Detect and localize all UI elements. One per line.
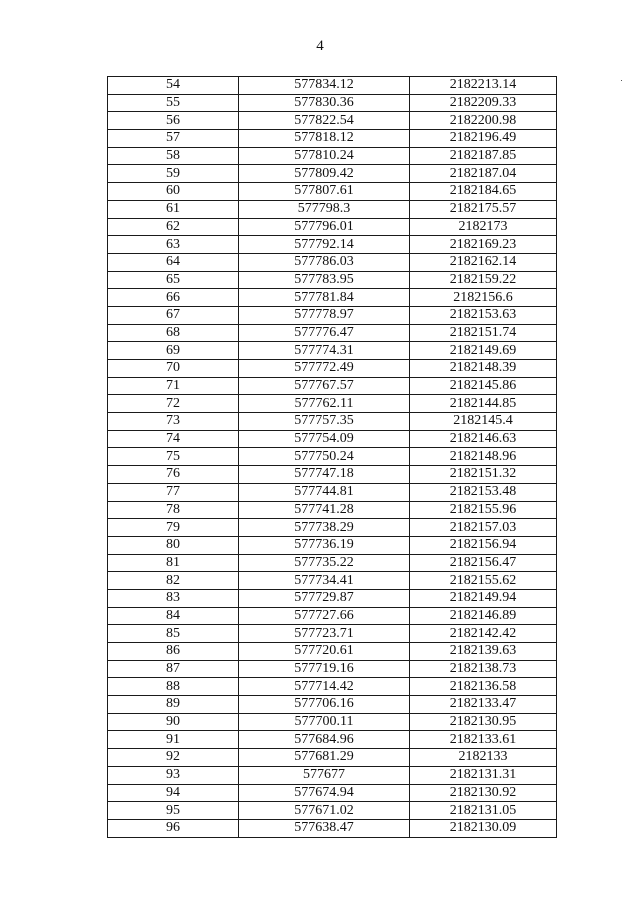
y-coordinate-cell: 2182159.22	[410, 271, 557, 289]
y-coordinate-cell: 2182162.14	[410, 253, 557, 271]
table-row	[108, 200, 557, 218]
y-coordinate-cell: 2182153.63	[410, 306, 557, 324]
x-coordinate-cell: 577830.36	[239, 94, 410, 112]
table-row	[108, 643, 557, 661]
y-coordinate-cell: 2182139.63	[410, 643, 557, 661]
y-coordinate-cell: 2182131.31	[410, 766, 557, 784]
x-coordinate-cell: 577729.87	[239, 589, 410, 607]
point-number-cell: 79	[108, 519, 239, 537]
table-row	[108, 625, 557, 643]
table-row	[108, 271, 557, 289]
x-coordinate-cell: 577734.41	[239, 572, 410, 590]
point-number-cell: 64	[108, 253, 239, 271]
x-coordinate-cell: 577776.47	[239, 324, 410, 342]
x-coordinate-cell: 577757.35	[239, 413, 410, 431]
y-coordinate-cell: 2182145.86	[410, 377, 557, 395]
x-coordinate-cell: 577798.3	[239, 200, 410, 218]
point-number-cell: 76	[108, 466, 239, 484]
y-coordinate-cell: 2182173	[410, 218, 557, 236]
y-coordinate-cell: 2182149.94	[410, 589, 557, 607]
point-number-cell: 63	[108, 236, 239, 254]
table-row	[108, 607, 557, 625]
point-number-cell: 91	[108, 731, 239, 749]
point-number-cell: 66	[108, 289, 239, 307]
table-row	[108, 696, 557, 714]
y-coordinate-cell: 2182146.89	[410, 607, 557, 625]
point-number-cell: 77	[108, 483, 239, 501]
table-row	[108, 306, 557, 324]
point-number-cell: 94	[108, 784, 239, 802]
y-coordinate-cell: 2182133.61	[410, 731, 557, 749]
y-coordinate-cell: 2182148.96	[410, 448, 557, 466]
point-number-cell: 95	[108, 802, 239, 820]
y-coordinate-cell: 2182175.57	[410, 200, 557, 218]
x-coordinate-cell: 577781.84	[239, 289, 410, 307]
x-coordinate-cell: 577681.29	[239, 749, 410, 767]
table-row	[108, 253, 557, 271]
point-number-cell: 71	[108, 377, 239, 395]
y-coordinate-cell: 2182169.23	[410, 236, 557, 254]
point-number-cell: 85	[108, 625, 239, 643]
x-coordinate-cell: 577671.02	[239, 802, 410, 820]
table-row	[108, 236, 557, 254]
y-coordinate-cell: 2182138.73	[410, 660, 557, 678]
x-coordinate-cell: 577834.12	[239, 77, 410, 95]
y-coordinate-cell: 2182155.62	[410, 572, 557, 590]
y-coordinate-cell: 2182145.4	[410, 413, 557, 431]
x-coordinate-cell: 577738.29	[239, 519, 410, 537]
table-row	[108, 554, 557, 572]
x-coordinate-cell: 577786.03	[239, 253, 410, 271]
y-coordinate-cell: 2182184.65	[410, 183, 557, 201]
y-coordinate-cell: 2182146.63	[410, 430, 557, 448]
table-row	[108, 183, 557, 201]
x-coordinate-cell: 577741.28	[239, 501, 410, 519]
x-coordinate-cell: 577796.01	[239, 218, 410, 236]
point-number-cell: 55	[108, 94, 239, 112]
table-row	[108, 589, 557, 607]
point-number-cell: 90	[108, 713, 239, 731]
point-number-cell: 73	[108, 413, 239, 431]
point-number-cell: 78	[108, 501, 239, 519]
table-row	[108, 360, 557, 378]
point-number-cell: 59	[108, 165, 239, 183]
point-number-cell: 57	[108, 130, 239, 148]
x-coordinate-cell: 577700.11	[239, 713, 410, 731]
y-coordinate-cell: 2182209.33	[410, 94, 557, 112]
table-row	[108, 519, 557, 537]
point-number-cell: 87	[108, 660, 239, 678]
coordinates-table	[107, 76, 557, 838]
point-number-cell: 68	[108, 324, 239, 342]
table-row	[108, 77, 557, 95]
x-coordinate-cell: 577754.09	[239, 430, 410, 448]
y-coordinate-cell: 2182155.96	[410, 501, 557, 519]
table-row	[108, 165, 557, 183]
table-row	[108, 342, 557, 360]
point-number-cell: 72	[108, 395, 239, 413]
point-number-cell: 61	[108, 200, 239, 218]
y-coordinate-cell: 2182156.47	[410, 554, 557, 572]
x-coordinate-cell: 577714.42	[239, 678, 410, 696]
point-number-cell: 62	[108, 218, 239, 236]
y-coordinate-cell: 2182156.94	[410, 536, 557, 554]
scan-speck	[621, 80, 622, 81]
x-coordinate-cell: 577792.14	[239, 236, 410, 254]
x-coordinate-cell: 577723.71	[239, 625, 410, 643]
point-number-cell: 69	[108, 342, 239, 360]
y-coordinate-cell: 2182187.85	[410, 147, 557, 165]
table-row	[108, 713, 557, 731]
x-coordinate-cell: 577744.81	[239, 483, 410, 501]
y-coordinate-cell: 2182151.74	[410, 324, 557, 342]
y-coordinate-cell: 2182200.98	[410, 112, 557, 130]
point-number-cell: 67	[108, 306, 239, 324]
y-coordinate-cell: 2182142.42	[410, 625, 557, 643]
x-coordinate-cell: 577750.24	[239, 448, 410, 466]
table-row	[108, 749, 557, 767]
x-coordinate-cell: 577747.18	[239, 466, 410, 484]
x-coordinate-cell: 577762.11	[239, 395, 410, 413]
y-coordinate-cell: 2182213.14	[410, 77, 557, 95]
point-number-cell: 60	[108, 183, 239, 201]
table-row	[108, 660, 557, 678]
table-row	[108, 678, 557, 696]
x-coordinate-cell: 577735.22	[239, 554, 410, 572]
y-coordinate-cell: 2182153.48	[410, 483, 557, 501]
y-coordinate-cell: 2182130.95	[410, 713, 557, 731]
y-coordinate-cell: 2182151.32	[410, 466, 557, 484]
y-coordinate-cell: 2182133.47	[410, 696, 557, 714]
point-number-cell: 96	[108, 819, 239, 837]
table-row	[108, 802, 557, 820]
point-number-cell: 88	[108, 678, 239, 696]
table-row	[108, 483, 557, 501]
table-row	[108, 289, 557, 307]
table-row	[108, 430, 557, 448]
y-coordinate-cell: 2182131.05	[410, 802, 557, 820]
point-number-cell: 93	[108, 766, 239, 784]
x-coordinate-cell: 577767.57	[239, 377, 410, 395]
point-number-cell: 92	[108, 749, 239, 767]
x-coordinate-cell: 577706.16	[239, 696, 410, 714]
table-row	[108, 324, 557, 342]
table-row	[108, 395, 557, 413]
y-coordinate-cell: 2182144.85	[410, 395, 557, 413]
point-number-cell: 86	[108, 643, 239, 661]
table-row	[108, 413, 557, 431]
x-coordinate-cell: 577684.96	[239, 731, 410, 749]
y-coordinate-cell: 2182148.39	[410, 360, 557, 378]
table-row	[108, 448, 557, 466]
x-coordinate-cell: 577677	[239, 766, 410, 784]
table-row	[108, 94, 557, 112]
point-number-cell: 70	[108, 360, 239, 378]
x-coordinate-cell: 577774.31	[239, 342, 410, 360]
table-row	[108, 501, 557, 519]
table-row	[108, 784, 557, 802]
point-number-cell: 74	[108, 430, 239, 448]
x-coordinate-cell: 577807.61	[239, 183, 410, 201]
y-coordinate-cell: 2182130.09	[410, 819, 557, 837]
y-coordinate-cell: 2182149.69	[410, 342, 557, 360]
point-number-cell: 84	[108, 607, 239, 625]
point-number-cell: 83	[108, 589, 239, 607]
point-number-cell: 81	[108, 554, 239, 572]
table-row	[108, 130, 557, 148]
point-number-cell: 58	[108, 147, 239, 165]
y-coordinate-cell: 2182156.6	[410, 289, 557, 307]
table-row	[108, 536, 557, 554]
point-number-cell: 54	[108, 77, 239, 95]
y-coordinate-cell: 2182130.92	[410, 784, 557, 802]
table-row	[108, 731, 557, 749]
x-coordinate-cell: 577810.24	[239, 147, 410, 165]
x-coordinate-cell: 577783.95	[239, 271, 410, 289]
x-coordinate-cell: 577809.42	[239, 165, 410, 183]
coordinates-table-body	[108, 77, 557, 838]
point-number-cell: 75	[108, 448, 239, 466]
table-row	[108, 112, 557, 130]
x-coordinate-cell: 577719.16	[239, 660, 410, 678]
point-number-cell: 82	[108, 572, 239, 590]
point-number-cell: 89	[108, 696, 239, 714]
point-number-cell: 80	[108, 536, 239, 554]
table-row	[108, 218, 557, 236]
table-row	[108, 572, 557, 590]
y-coordinate-cell: 2182187.04	[410, 165, 557, 183]
y-coordinate-cell: 2182196.49	[410, 130, 557, 148]
x-coordinate-cell: 577638.47	[239, 819, 410, 837]
table-row	[108, 819, 557, 837]
table-row	[108, 377, 557, 395]
table-row	[108, 766, 557, 784]
x-coordinate-cell: 577674.94	[239, 784, 410, 802]
x-coordinate-cell: 577822.54	[239, 112, 410, 130]
x-coordinate-cell: 577736.19	[239, 536, 410, 554]
y-coordinate-cell: 2182157.03	[410, 519, 557, 537]
x-coordinate-cell: 577778.97	[239, 306, 410, 324]
table-row	[108, 147, 557, 165]
page-number: 4	[316, 38, 324, 54]
x-coordinate-cell: 577772.49	[239, 360, 410, 378]
point-number-cell: 56	[108, 112, 239, 130]
y-coordinate-cell: 2182133	[410, 749, 557, 767]
x-coordinate-cell: 577727.66	[239, 607, 410, 625]
x-coordinate-cell: 577818.12	[239, 130, 410, 148]
point-number-cell: 65	[108, 271, 239, 289]
y-coordinate-cell: 2182136.58	[410, 678, 557, 696]
x-coordinate-cell: 577720.61	[239, 643, 410, 661]
table-row	[108, 466, 557, 484]
